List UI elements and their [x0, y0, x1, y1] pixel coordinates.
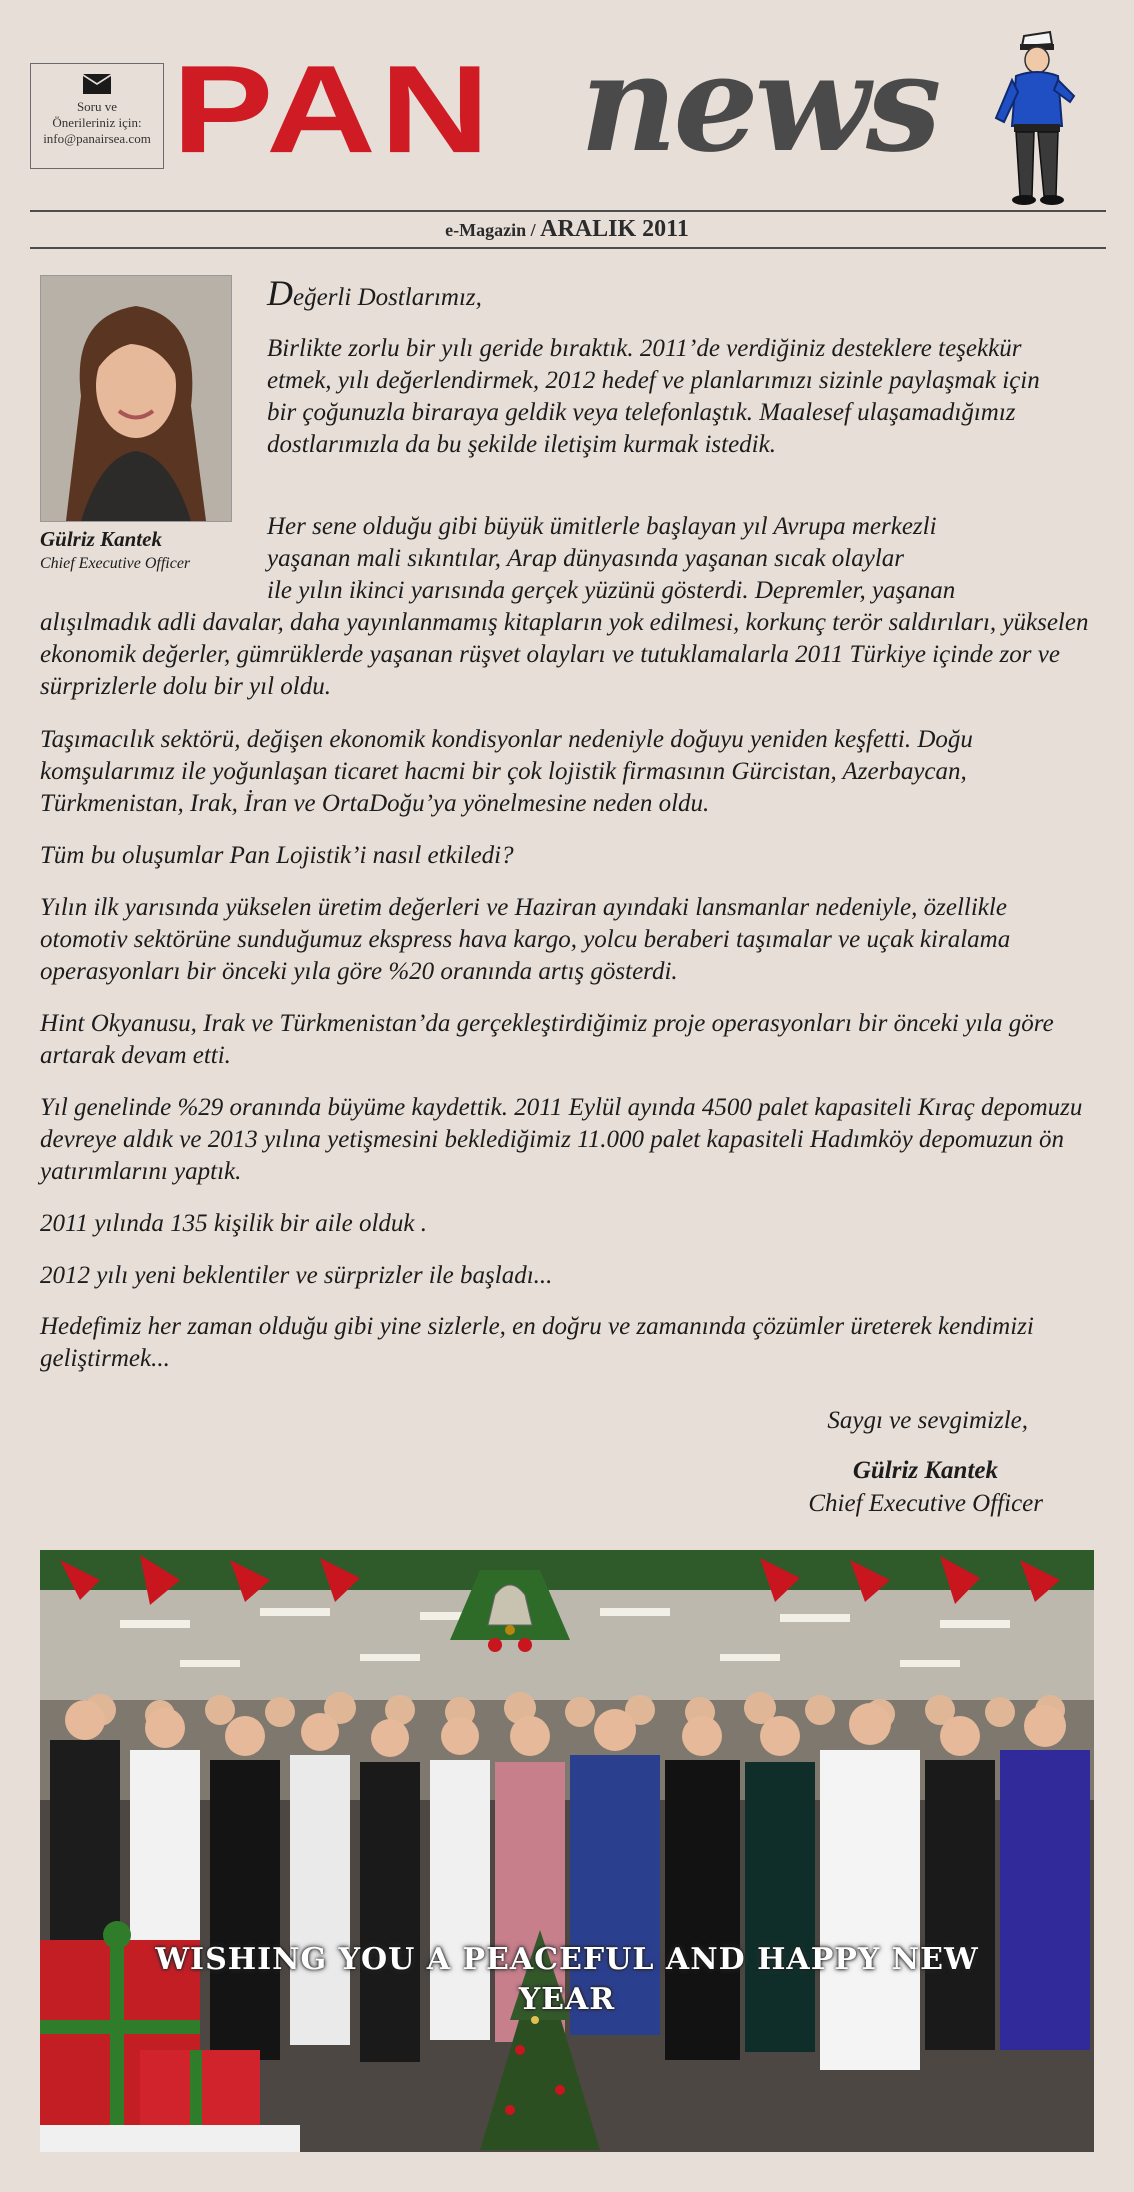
issue-line	[0, 216, 1134, 243]
letter-paragraph-4: Tüm bu oluşumlar Pan Lojistik’i nasıl etkiledi?	[40, 842, 514, 869]
letter-paragraph-10: Hedefimiz her zaman olduğu gibi yine sizlerle, en doğru ve zamanında çözümler üreterek kendimizi geliştirmek...	[40, 1313, 1034, 1372]
author-title: Chief Executive Officer	[40, 555, 191, 572]
letter-paragraph-2-rest: alışılmadık adli davalar, daha yayınlanmamış kitapların yok edilmesi, korkunç terör saldırıları, yükselen ekonomik değerler, gümrüklerde yaşanan rüşvet olayları ve tutuklamalarla 2011 Türkiye içinde zor ve sürprizlerle dolu bir yıl oldu.	[40, 609, 1089, 700]
letter-paragraph-2-line-2: yaşanan mali sıkıntılar, Arap dünyasında yaşanan sıcak olaylar	[267, 545, 905, 572]
contact-line-1: Soru ve	[76, 99, 118, 114]
logo-news: news	[580, 24, 938, 182]
salutation	[267, 272, 482, 314]
issue-label: e-Magazin /	[445, 220, 536, 240]
logo-pan: PAN	[172, 39, 494, 180]
team-christmas-photo	[40, 1550, 1094, 2152]
header-rule-top	[30, 210, 1106, 212]
letter-paragraph-2-line-3: ile yılın ikinci yarısında gerçek yüzünü gösterdi. Depremler, yaşanan	[267, 577, 956, 604]
salutation-initial: D	[267, 273, 293, 313]
signoff: Saygı ve sevgimizle,	[827, 1407, 1028, 1434]
signature-title: Chief Executive Officer	[808, 1490, 1043, 1517]
contact-line-2: Önerileriniz için:	[52, 115, 142, 130]
greeting-line-1: WISHING YOU A PEACEFUL AND HAPPY NEW	[155, 1942, 979, 1977]
letter-paragraph-1: Birlikte zorlu bir yılı geride bıraktık. 2011’de verdiğiniz desteklere teşekkür etmek, yılı değerlendirmek, 2012 hedef ve planlarımızı sizinle paylaşmak için bir çoğunuzla biraraya geldik veya telefonlaştık. Maalesef ulaşamadığımız dostlarımızla da bu şekilde iletişim kurmak istedik.	[267, 335, 1040, 458]
greeting-line-2: YEAR	[518, 1982, 616, 2017]
letter-paragraph-2-line-1: Her sene olduğu gibi büyük ümitlerle başlayan yıl Avrupa merkezli	[267, 513, 937, 540]
envelope-icon	[82, 73, 112, 95]
letter-paragraph-9: 2012 yılı yeni beklentiler ve sürprizler ile başladı...	[40, 1262, 553, 1289]
author-photo	[40, 275, 232, 522]
salutation-text: eğerli Dostlarımız,	[293, 284, 482, 311]
author-name: Gülriz Kantek	[40, 527, 162, 551]
contact-box	[30, 63, 164, 169]
mascot-illustration	[990, 26, 1080, 211]
contact-email[interactable]: info@panairsea.com	[43, 131, 151, 146]
letter-paragraph-7: Yıl genelinde %29 oranında büyüme kaydettik. 2011 Eylül ayında 4500 palet kapasiteli Kıraç depomuzu devreye aldık ve 2013 yılına yetişmesini beklediğimiz 11.000 palet kapasiteli Hadımköy depomuzun ön yatırımlarını yaptık.	[40, 1094, 1083, 1185]
letter-paragraph-3: Taşımacılık sektörü, değişen ekonomik kondisyonlar nedeniyle doğuyu yeniden keşfetti. Doğu komşularımız ile yoğunlaşan ticaret hacmi bir çok lojistik firmasının Gürcistan, Azerbaycan, Türkmenistan, Irak, İran ve OrtaDoğu’ya yönelmesine neden oldu.	[40, 726, 973, 817]
signature-name: Gülriz Kantek	[852, 1457, 998, 1484]
header-rule-bottom	[30, 247, 1106, 249]
letter-paragraph-8: 2011 yılında 135 kişilik bir aile olduk .	[40, 1210, 427, 1237]
letter-paragraph-5: Yılın ilk yarısında yükselen üretim değerleri ve Haziran ayındaki lansmanlar nedeniyle, özellikle otomotiv sektörüne sunduğumuz ekspress hava kargo, yolcu beraberi taşımalar ve uçak kiralama operasyonları bir önceki yıla göre %20 oranında artış gösterdi.	[40, 894, 1011, 985]
letter-paragraph-6: Hint Okyanusu, Irak ve Türkmenistan’da gerçekleştirdiğimiz proje operasyonları bir önceki yıla göre artarak devam etti.	[40, 1010, 1054, 1069]
issue-date: ARALIK 2011	[540, 216, 689, 242]
